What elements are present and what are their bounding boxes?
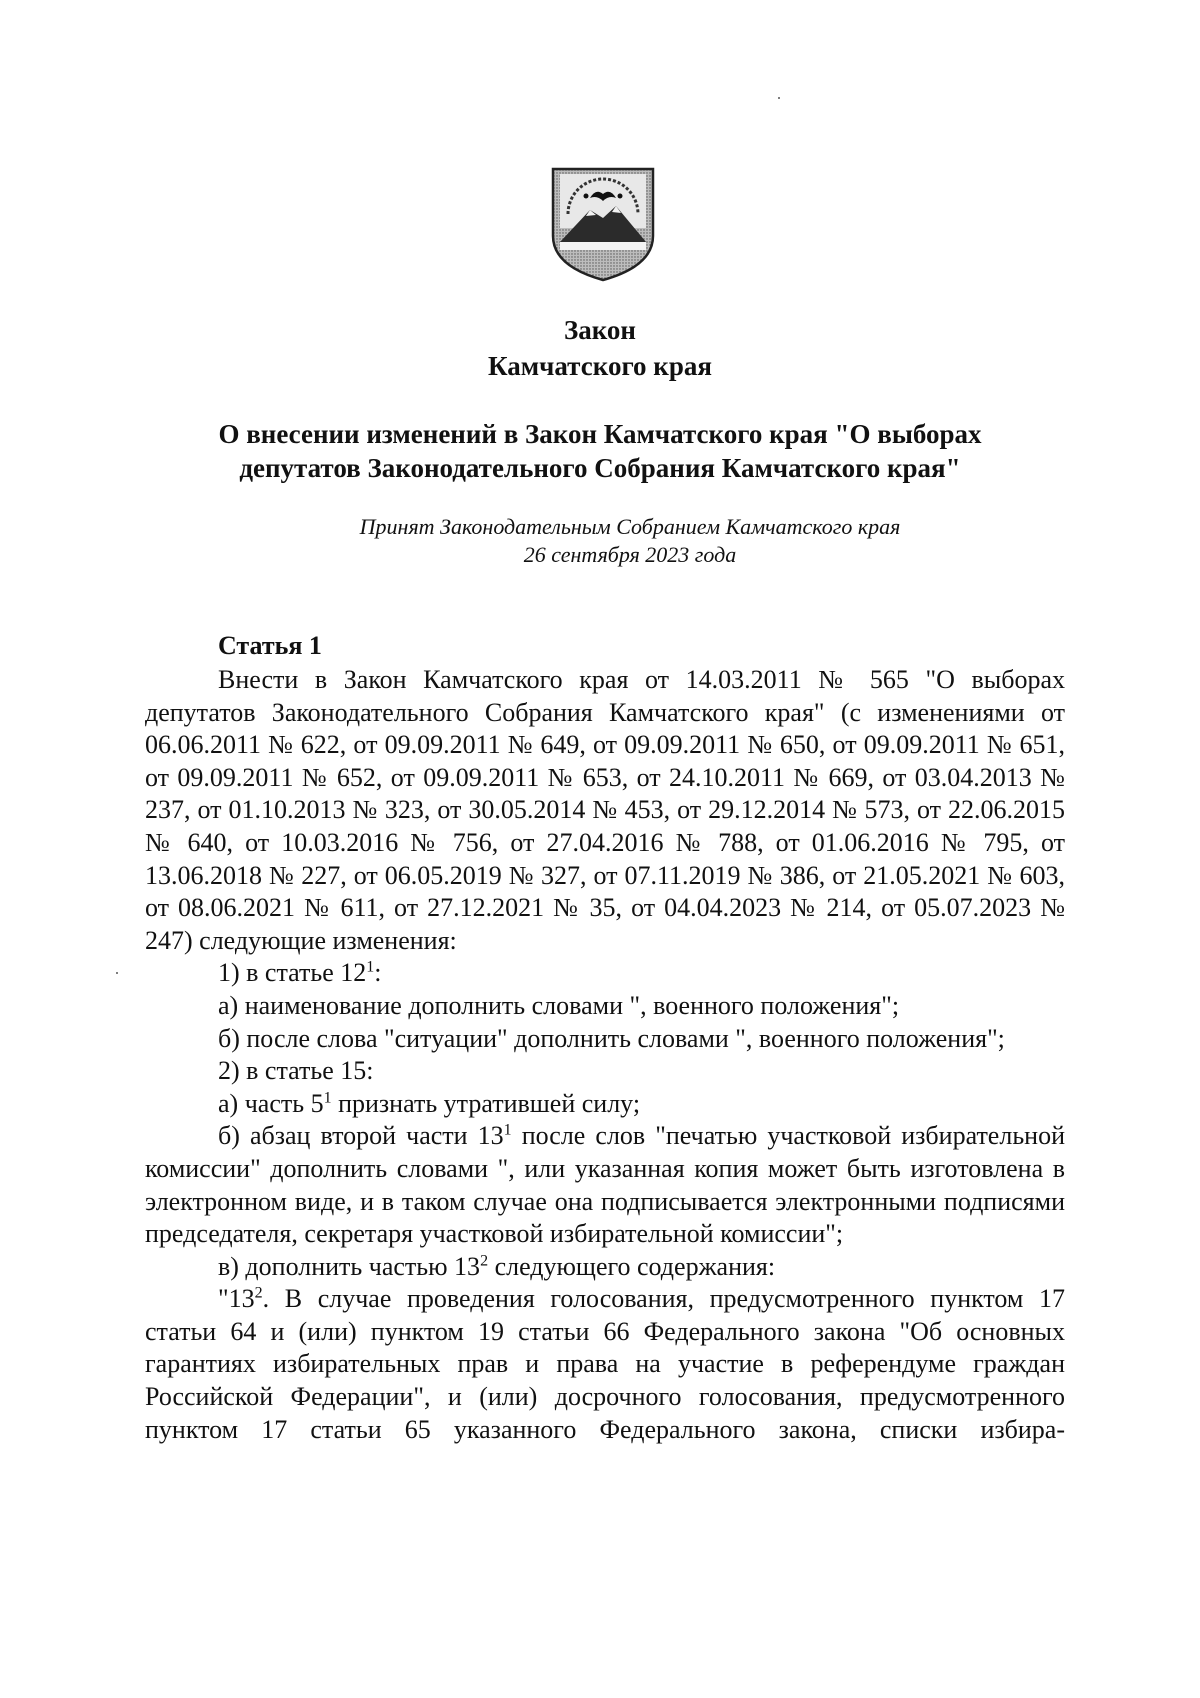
article-heading: Статья 1 [218, 631, 322, 660]
article-intro: Внести в Закон Камчатского края от 14.03.2011 № 565 "О выборах депутатов Законодательного Собрания Камчатского края" (с изменениями от 06.06.2011 № 622, от 09.09.2011 № 649, от 09.09.2011 № 650, от 09.09.2011 № 651, от 09.09.2011 № 652, от 09.09.2011 № 653, от 24.10.2011 № 669, от 03.04.2013 № 237, от 01.10.2013 № 323, от 30.05.2014 № 453, от 29.12.2014 № 573, от 22.06.2015 № 640, от 10.03.2016 № 756, от 27.04.2016 № 788, от 01.06.2016 № 795, от 13.06.2018 № 227, от 06.05.2019 № 327, от 07.11.2019 № 386, от 21.05.2021 № 603, от 08.06.2021 № 611, от 27.12.2021 № 35, от 04.04.2023 № 214, от 05.07.2023 № 247) следующие изменения: [145, 665, 1065, 955]
region-name: Камчатского края [488, 351, 712, 381]
quoted-part-13-2: "$13^2$. В случае проведения голосования, предусмотренного пунктом 17 статьи 64 и (или) пунктом 19 статьи 66 Федерального закона "Об основных гарантиях избирательных прав и права на участие в референдуме граждан Российской Федерации", и (или) досрочного голосования, предусмотренного пунктом 17 статьи 65 указанного Федерального закона, списки избира- [145, 1284, 1065, 1444]
item-2c: в) дополнить частью $13^2$ следующего содержания: [218, 1251, 776, 1281]
item-1a: а) наименование дополнить словами ", военного положения"; [218, 990, 900, 1020]
item-1: 1) в статье $12^1$: [218, 958, 382, 988]
scan-speck [778, 97, 780, 99]
law-subject-line-2: депутатов Законодательного Собрания Камчатского края" [239, 453, 961, 483]
law-label: Закон [563, 315, 636, 345]
law-subject-line-1: О внесении изменений в Закон Камчатского края "О выборах [218, 419, 982, 449]
scan-speck [116, 972, 118, 974]
item-1b: б) после слова "ситуации" дополнить словами ", военного положения"; [218, 1023, 1005, 1053]
item-2b: б) абзац второй части $13^1$ после слов "печатью участковой избирательной комиссии" дополнить словами ", или указанная копия может быть изготовлена в электронном виде, и в таком случае она подписывается электронными подписями председателя, секретаря участковой избирательной комиссии"; [145, 1121, 1066, 1249]
article-body [145, 664, 1065, 1446]
adoption-date: 26 сентября 2023 года [523, 542, 737, 567]
item-2a: а) часть $5^1$ признать утратившей силу; [218, 1088, 641, 1118]
adoption-note-line-1: Принят Законодательным Собранием Камчатского края [359, 514, 901, 539]
item-2: 2) в статье 15: [218, 1056, 374, 1086]
law-subject [150, 417, 1050, 485]
adoption-note [280, 513, 980, 569]
coat-of-arms-emblem [550, 166, 656, 283]
